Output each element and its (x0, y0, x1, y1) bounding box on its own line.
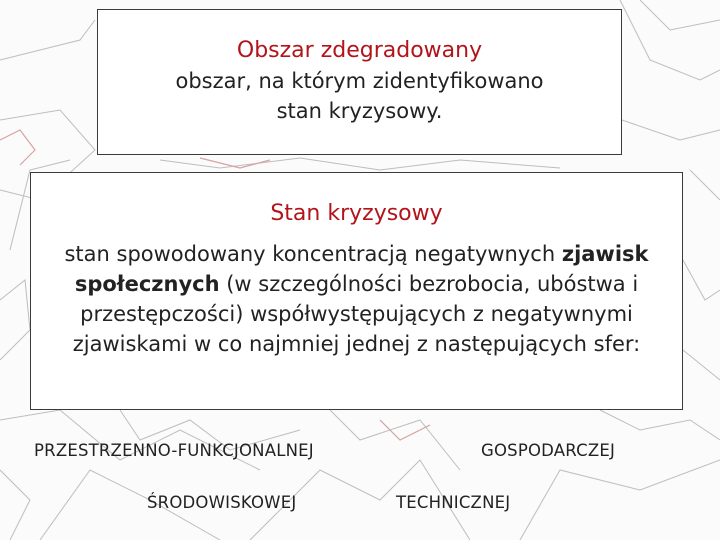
sphere-technical: TECHNICZNEJ (396, 493, 511, 512)
definition-text-part: (w szczególności bezrobocia, ubóstwa i przestępczości) współwystępujących z negatywnymi zjawiskami w co najmniej jednej z następujących sfer: (72, 272, 641, 356)
definition-line: obszar, na którym zidentyfikowano (175, 69, 544, 93)
definition-box-crisis-state (30, 172, 683, 410)
sphere-economic: GOSPODARCZEJ (481, 441, 616, 460)
definition-title: Obszar zdegradowany (236, 38, 483, 63)
definition-bold-term: zjawisk społecznych (74, 242, 649, 296)
definition-text-part: stan spowodowany koncentracją negatywnych (64, 242, 556, 266)
definition-line: stan kryzysowy. (276, 99, 443, 123)
definition-text (31, 239, 682, 359)
sphere-spatial-functional: PRZESTRZENNO-FUNKCJONALNEJ (34, 441, 314, 460)
definition-title: Stan kryzysowy (270, 201, 443, 226)
sphere-environmental: ŚRODOWISKOWEJ (147, 493, 297, 512)
definition-box-degraded-area (97, 9, 622, 155)
